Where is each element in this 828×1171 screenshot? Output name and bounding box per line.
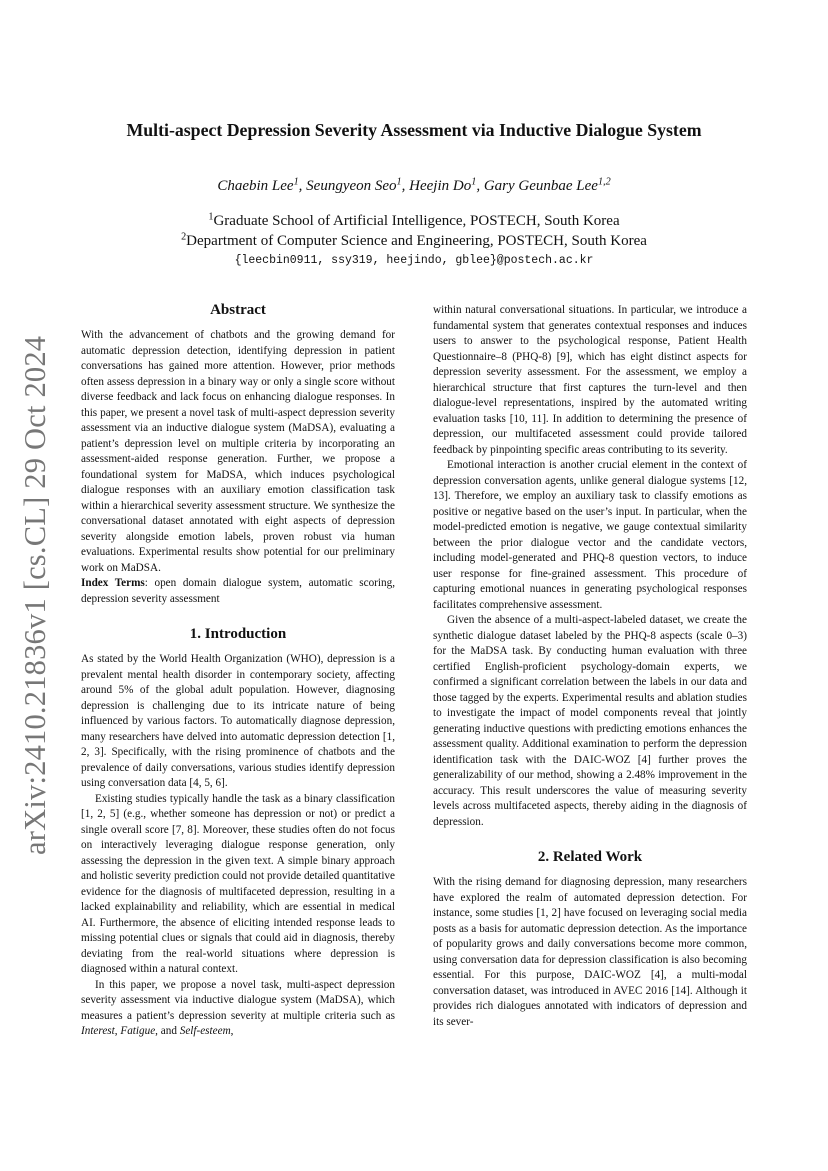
- intro-paragraph-3-end: ,: [230, 1025, 234, 1037]
- intro-paragraph-2: Existing studies typically handle the task as a binary classification [1, 2, 5] (e.g., whether someone has depression or not) or predict a single overall score [7, 8]. Moreover, these studies often do not focus on interactively leveraging dialogue response generation, only assessing the depression in the given text. A simple binary approach and holistic severity prediction could not provide detailed quantitative evidence for the diagnosis of multifaceted depression, resulting in a lacked explainability and reliability, which are essential in medical AI. Furthermore, the absence of eliciting intended response leads to missing potential clues or signals that could aid in diagnosis, thereby deviating from the real-world situations where depression is diagnosed within a natural context.: [81, 792, 395, 975]
- aspect-self-esteem: Self-esteem: [179, 1025, 231, 1037]
- author-name: Chaebin Lee: [217, 178, 294, 194]
- intro-continuation-paragraph: within natural conversational situations. In particular, we introduce a fundamental system that generates contextual responses and induces users to answer to the psychological response, Patient Health Questionnaire–8 (PHQ-8) [9], which has eight distinct aspects for depression severity assessment. For the assessment, we employ a hierarchical structure that first captures the turn-level and then dialogue-level representations, inspired by the automated writing evaluation tasks [10, 11]. In addition to determining the presence of depression, our multifaceted assessment could provide tailored feedback by pinpointing specific areas contributing to its severity.: [433, 304, 747, 456]
- intro-paragraph-3: [81, 978, 395, 1040]
- paper-title: Multi-aspect Depression Severity Assessment via Inductive Dialogue System: [126, 120, 702, 140]
- introduction-heading: 1. Introduction: [189, 626, 287, 642]
- arxiv-identifier-stamp: arXiv:2410.21836v1 [cs.CL] 29 Oct 2024: [18, 335, 52, 855]
- aspect-fatigue: Fatigue: [120, 1025, 156, 1037]
- affiliation-2: [60, 231, 768, 251]
- index-terms: [81, 576, 395, 607]
- affiliation-mark: 2: [181, 231, 187, 243]
- left-column: [81, 300, 395, 1040]
- author-name: Heejin Do: [409, 178, 472, 194]
- related-work-paragraph: With the rising demand for diagnosing depression, many researchers have explored the realm of automated depression detection. For instance, some studies [1, 2] have focused on leveraging social media posts as a basis for automatic depression detection. As the importance of popularity grows and daily conversations become more common, using conversation data for depression classification is also becoming essential. For this purpose, DAIC-WOZ [4], a multi-modal conversation dataset, was introduced in AVEC 2016 [14]. Although it provides rich dialogues annotated with indicators of depression and its sever-: [433, 876, 747, 1028]
- affiliation-mark: 1: [208, 211, 214, 223]
- author-name: Seungyeon Seo: [306, 178, 397, 194]
- right-column: [433, 303, 747, 1030]
- affiliation-1: [60, 211, 768, 231]
- related-work-heading: 2. Related Work: [537, 849, 643, 865]
- abstract-body: With the advancement of chatbots and the growing demand for automatic depression detection, identifying depression in patient conversations has gained more attention. However, prior methods often assess depression in a binary way or only a single score without diverse feedback and lack focus on enhancing dialogue responses. In this paper, we present a novel task of multi-aspect depression severity assessment via an inductive dialogue system (MaDSA), evaluating a patient’s depression level on multiple criteria by incorporating an assessment-aided response generation. Further, we propose a foundational system for MaDSA, which induces psychological dialogue responses with an auxiliary emotion classification task within a hierarchical severity assessment structure. We synthesize the conversational dataset annotated with eight aspects of depression severity alongside emotion labels, proven robust via human evaluations. Experimental results show potential for our preliminary work on MaDSA.: [81, 329, 395, 574]
- emotion-paragraph: Emotional interaction is another crucial element in the context of depression conversation agents, unlike general dialogue systems [12, 13]. Therefore, we employ an auxiliary task to classify emotions as positive or negative based on the user’s input. In particular, when the model-predicted emotion is negative, we gauge contextual similarity between the prior dialogue vector and the candidate vectors, including model-generated and PHQ-8 question vectors, to induce user response for fine-grained assessment. This procedure of capturing emotional nuances in generating psychological responses facilitates comprehensive assessment.: [433, 459, 747, 611]
- separator: , and: [155, 1025, 180, 1037]
- author-emails: {leecbin0911, ssy319, heejindo, gblee}@postech.ac.kr: [234, 254, 594, 267]
- author-affiliation-mark: 1,2: [597, 176, 611, 188]
- author-name: Gary Geunbae Lee: [483, 178, 598, 194]
- index-terms-label: Index Terms: [81, 577, 145, 589]
- author-list: Chaebin Lee$^1$, Seungyeon Seo$^1$, Heejin Do$^1$, Gary Geunbae Lee$^{1,2}$: [217, 176, 611, 194]
- affiliation-text: Graduate School of Artificial Intelligence, POSTECH, South Korea: [213, 213, 620, 229]
- dataset-paragraph: Given the absence of a multi-aspect-labeled dataset, we create the synthetic dialogue dataset labeled by the PHQ-8 aspects (scale 0–3) for the MaDSA task. By conducting human evaluation with three certified English-proficient psychology-domain experts, we confirmed a significant correlation between the labels in our data and those tagged by the experts. Experimental results and ablation studies to investigate the impact of model components reveal that jointly generating inductive questions with predicting emotions enhances the assessment quality. Additional examination to perform the depression identification task with the DAIC-WOZ [4] further proves the generalizability of our method, showing a 2.48% improvement in the accuracy. This result underscores the value of measuring severity levels across multifaceted aspects, thereby aiding in the diagnosis of depression.: [433, 614, 747, 828]
- aspect-interest: Interest: [81, 1025, 115, 1037]
- index-terms-text: : open domain dialogue system, automatic scoring, depression severity assessment: [81, 577, 395, 605]
- affiliation-text: Department of Computer Science and Engineering, POSTECH, South Korea: [186, 233, 647, 249]
- intro-paragraph-3-text: In this paper, we propose a novel task, multi-aspect depression severity assessment via inductive dialogue system (MaDSA), which measures a patient’s depression severity at multiple criteria such as: [81, 978, 395, 1022]
- author-affiliation-mark: 1: [293, 176, 299, 188]
- author-affiliation-mark: 1: [396, 176, 402, 188]
- author-affiliation-mark: 1: [471, 176, 477, 188]
- separator: ,: [114, 1025, 121, 1037]
- intro-paragraph-1: As stated by the World Health Organization (WHO), depression is a prevalent mental health disorder in contemporary society, affecting around 5% of the global adult population. However, diagnosing depression is challenging due to its intricate nature of being influenced by various factors. To automatically diagnose depression, many researchers have delved into automatic depression detection [1, 2, 3]. Specifically, with the rising prominence of chatbots and the prevalence of daily conversations, various studies identify depression using conversation data [4, 5, 6].: [81, 653, 395, 789]
- abstract-heading: Abstract: [210, 302, 266, 318]
